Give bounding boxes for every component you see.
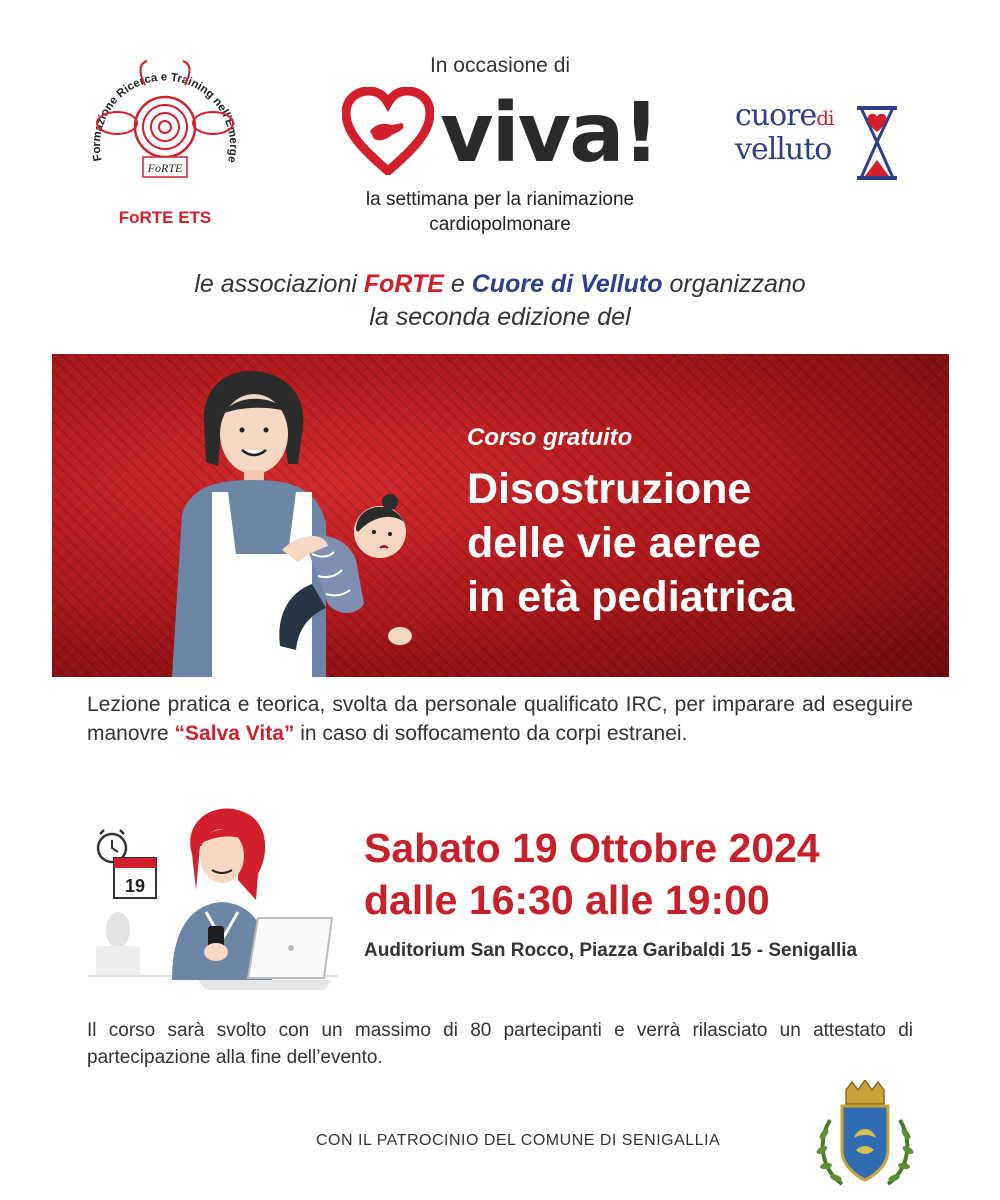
viva-logo — [320, 86, 680, 181]
viva-tagline-line2: cardiopolmonare — [429, 214, 571, 235]
event-datetime — [364, 822, 820, 926]
mother-child-illustration — [112, 354, 452, 677]
occasione-label: In occasione di — [429, 54, 571, 77]
senigallia-crest — [810, 1080, 920, 1195]
banner-subtitle: Corso gratuito — [467, 424, 633, 451]
cuore-di-velluto-logo — [735, 100, 910, 190]
participants-note: Il corso sarà svolto con un massimo di 80 partecipanti e verrà rilasciato un attestato di partecipazione alla fine dell’evento. — [87, 1020, 913, 1068]
cdv-cuore-text: cuore — [735, 98, 817, 133]
cdv-velluto-text: velluto — [735, 132, 832, 167]
event-time: dalle 16:30 alle 19:00 — [364, 877, 770, 923]
hourglass-heart-icon — [853, 104, 901, 187]
calendar-icon — [114, 858, 156, 898]
viva-tagline-line1: la settimana per la rianimazione — [365, 189, 635, 210]
event-date: Sabato 19 Ottobre 2024 — [364, 825, 820, 871]
patrocinio-text: CON IL PATROCINIO DEL COMUNE DI SENIGALLIA — [316, 1132, 721, 1149]
heart-hand-icon — [342, 87, 434, 180]
viva-word: viva! — [440, 85, 658, 181]
course-description: Lezione pratica e teorica, svolta da personale qualificato IRC, per imparare ad eseguire manovre “Salva Vita” in caso di soffocamento da corpi estranei. — [87, 693, 913, 745]
intro-text — [0, 268, 1000, 334]
viva-logo-block — [320, 50, 680, 240]
woman-calendar-illustration — [88, 800, 338, 1000]
calendar-day: 19 — [124, 876, 146, 896]
course-banner — [52, 354, 949, 677]
banner-title-line2: delle vie aeree — [467, 519, 762, 567]
intro-cdv-name: Cuore di Velluto — [471, 270, 663, 298]
banner-title-line3: in età pediatrica — [467, 573, 795, 621]
intro-line2: la seconda edizione del — [369, 303, 631, 331]
intro-forte-name: FoRTE — [363, 270, 444, 298]
forte-ets-logo — [75, 45, 255, 240]
banner-title — [467, 462, 794, 624]
intro-line1: le associazioni FoRTE e Cuore di Velluto organizzano — [194, 270, 806, 298]
cdv-di-text: di — [816, 106, 834, 130]
forte-ring-text: Formazione Ricerca e Training nell'Emerge — [90, 71, 240, 164]
salva-vita-highlight: “Salva Vita” — [174, 722, 295, 745]
forte-bottom-label: FoRTE ETS — [118, 208, 212, 227]
event-place: Auditorium San Rocco, Piazza Garibaldi 15 - Senigallia — [364, 940, 858, 961]
banner-title-line1: Disostruzione — [467, 465, 752, 513]
forte-inner-label: FoRTE — [147, 161, 183, 175]
